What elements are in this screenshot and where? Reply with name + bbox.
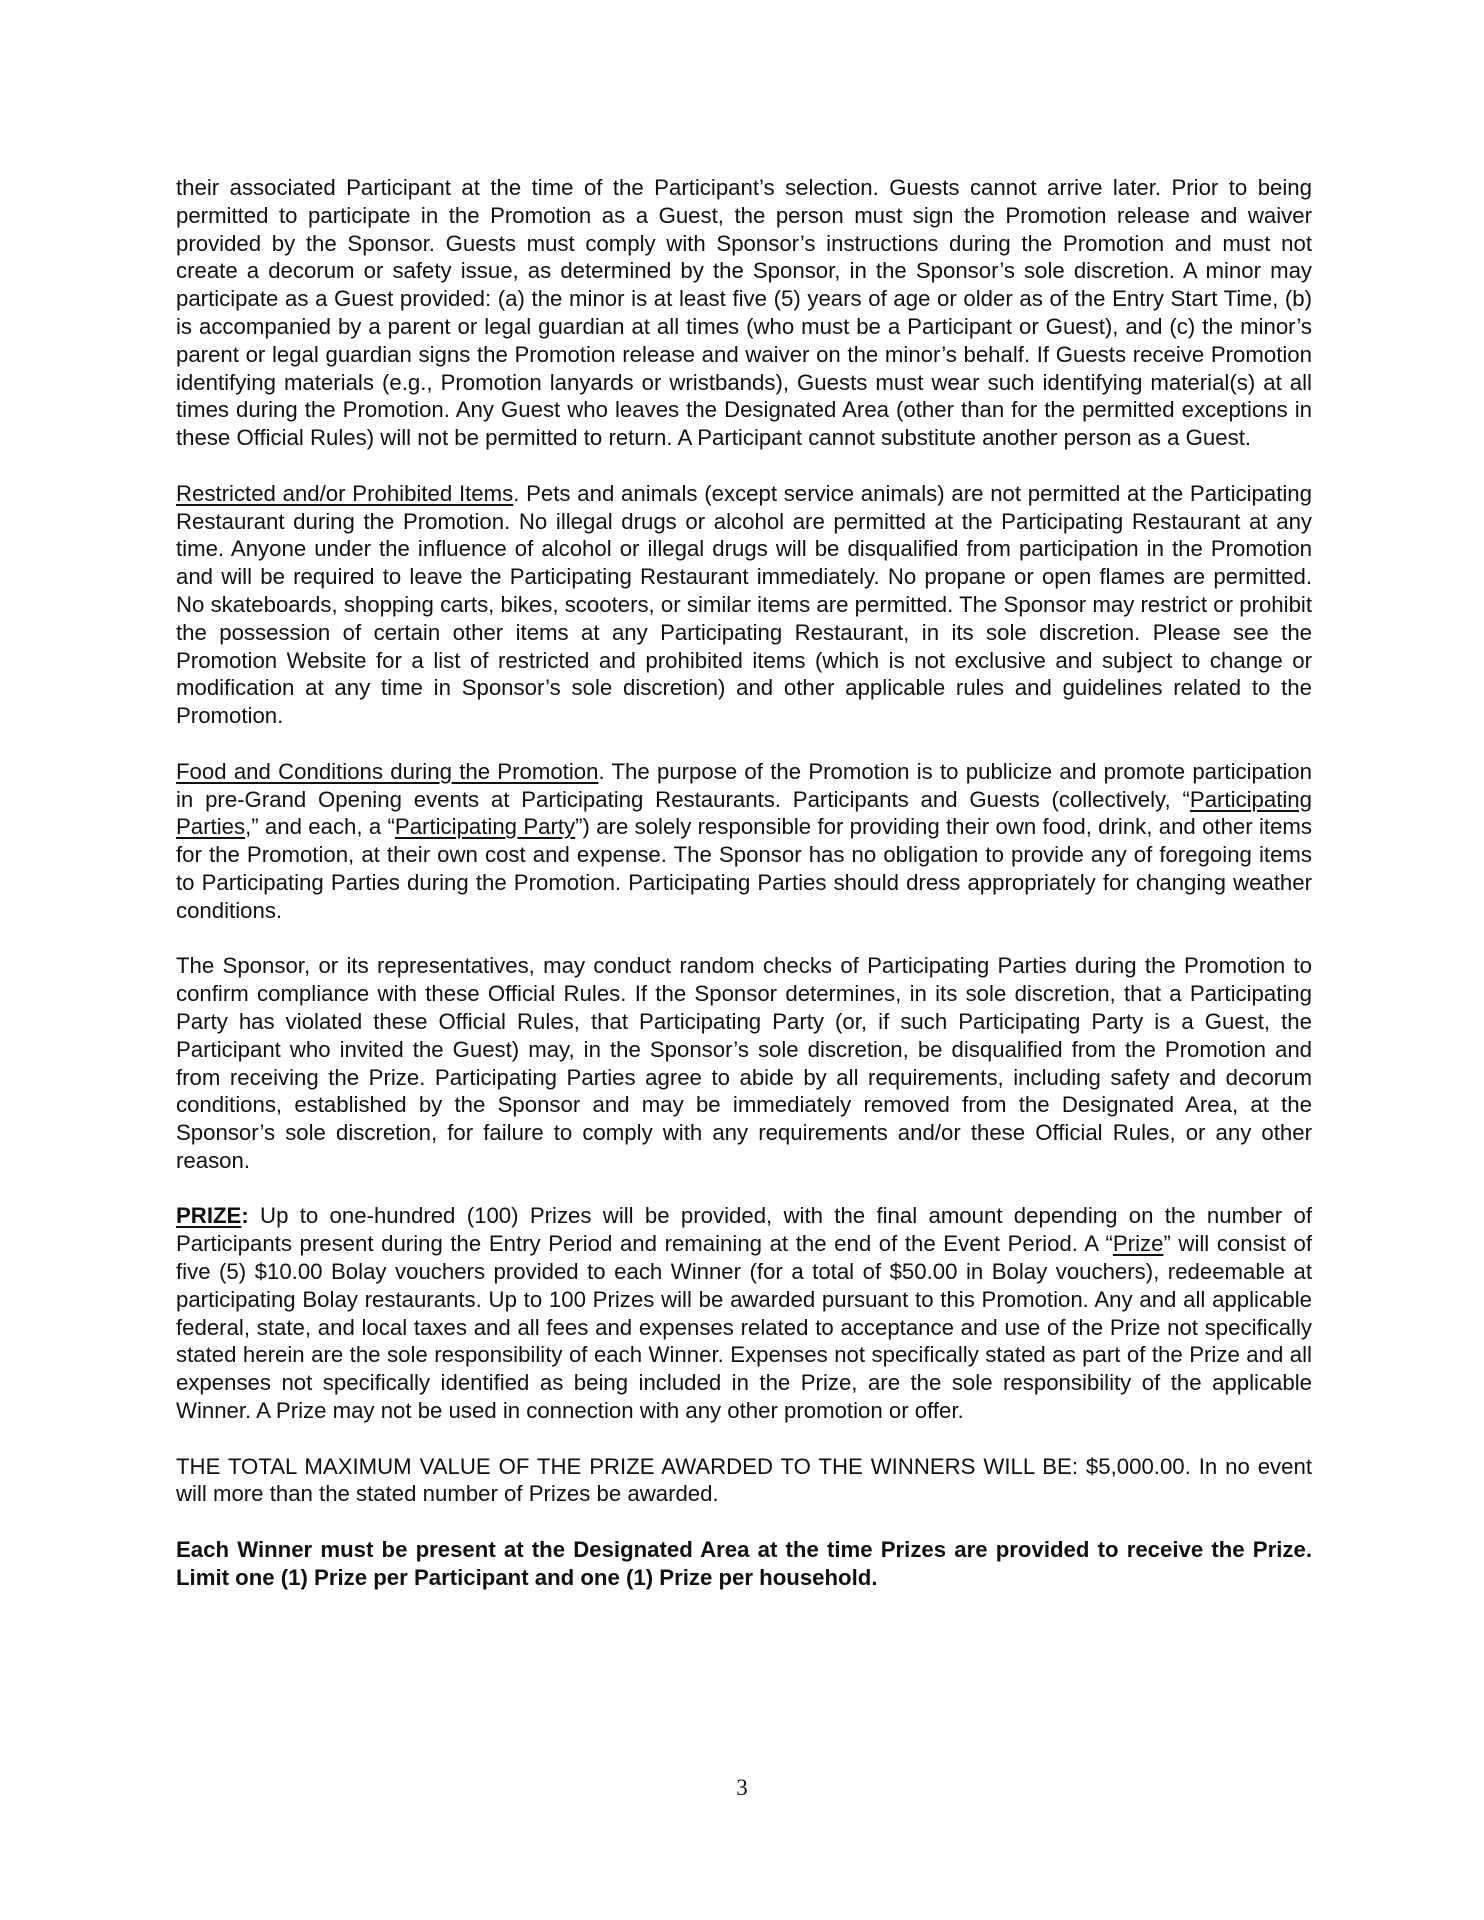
restricted-items-heading: Restricted and/or Prohibited Items <box>176 480 514 506</box>
defined-term-participating-parties: Participating Parties <box>176 786 1312 840</box>
food-conditions-text-3: ”) are solely responsible for providing their own food, drink, and other items for the Promotion, at their own cost and expense. The Sponsor has no obligation to provide any of foregoing items to Participating Parties during the Promotion. Participating Parties should dress appropriately for changing weather conditions. <box>176 814 1312 923</box>
paragraph-winner-present: Each Winner must be present at the Designated Area at the time Prizes are provided to receive the Prize. Limit one (1) Prize per Participant and one (1) Prize per household. <box>176 1537 1312 1590</box>
document-page <box>176 174 1312 1619</box>
paragraph-random-checks: The Sponsor, or its representatives, may conduct random checks of Participating Parties during the Promotion to confirm compliance with these Official Rules. If the Sponsor determines, in its sole discretion, that a Participating Party has violated these Official Rules, that Participating Party (or, if such Participating Party is a Guest, the Participant who invited the Guest) may, in the Sponsor’s sole discretion, be disqualified from the Promotion and from receiving the Prize. Participating Parties agree to abide by all requirements, including safety and decorum conditions, established by the Sponsor and may be immediately removed from the Designated Area, at the Sponsor’s sole discretion, for failure to comply with any requirements and/or these Official Rules, or any other reason. <box>176 953 1312 1173</box>
prize-heading: PRIZE <box>176 1203 242 1229</box>
paragraph-food-conditions <box>176 758 1312 925</box>
paragraph-restricted-items <box>176 480 1312 730</box>
food-conditions-heading: Food and Conditions during the Promotion <box>176 758 599 784</box>
prize-text-2: ” will consist of five (5) $10.00 Bolay vouchers provided to each Winner (for a total of $50.00 in Bolay vouchers), redeemable at participating Bolay restaurants. Up to 100 Prizes will be awarded pursuant to this Promotion. Any and all applicable federal, state, and local taxes and all fees and expenses related to acceptance and use of the Prize not specifically stated herein are the sole responsibility of each Winner. Expenses not specifically stated as part of the Prize and all expenses not specifically identified as being included in the Prize, are the sole responsibility of the applicable Winner. A Prize may not be used in connection with any other promotion or offer. <box>176 1231 1312 1424</box>
paragraph-maximum-value: THE TOTAL MAXIMUM VALUE OF THE PRIZE AWARDED TO THE WINNERS WILL BE: $5,000.00. In no event will more than the stated number of Prizes be awarded. <box>176 1453 1312 1507</box>
food-conditions-text-2: ,” and each, a “ <box>245 814 395 840</box>
restricted-items-heading-punct: . <box>513 480 520 506</box>
paragraph-prize <box>176 1202 1312 1424</box>
defined-term-prize: Prize <box>1112 1231 1164 1257</box>
restricted-items-body: Pets and animals (except service animals) are not permitted at the Participating Restaurant during the Promotion. No illegal drugs or alcohol are permitted at the Participating Restaurant at any time. Anyone under the influence of alcohol or illegal drugs will be disqualified from participation in the Promotion and will be required to leave the Participating Restaurant immediately. No propane or open flames are permitted. No skateboards, shopping carts, bikes, scooters, or similar items are permitted. The Sponsor may restrict or prohibit the possession of certain other items at any Participating Restaurant, in its sole discretion. Please see the Promotion Website for a list of restricted and prohibited items (which is not exclusive and subject to change or modification at any time in Sponsor’s sole discretion) and other applicable rules and guidelines related to the Promotion. <box>176 480 1312 729</box>
page-number: 3 <box>736 1775 748 1800</box>
defined-term-participating-party: Participating Party <box>394 814 576 840</box>
prize-heading-colon: : <box>241 1203 249 1229</box>
food-conditions-text-1: . The purpose of the Promotion is to publicize and promote participation in pre-Grand Opening events at Participating Restaurants. Participants and Guests (collectively, “ <box>176 758 1312 812</box>
prize-text-1: Up to one-hundred (100) Prizes will be provided, with the final amount depending on the number of Participants present during the Entry Period and remaining at the end of the Event Period. A “ <box>176 1203 1312 1257</box>
paragraph-guests-continued: their associated Participant at the time of the Participant’s selection. Guests cannot arrive later. Prior to being permitted to participate in the Promotion as a Guest, the person must sign the Promotion release and waiver provided by the Sponsor. Guests must comply with Sponsor’s instructions during the Promotion and must not create a decorum or safety issue, as determined by the Sponsor, in the Sponsor’s sole discretion. A minor may participate as a Guest provided: (a) the minor is at least five (5) years of age or older as of the Entry Start Time, (b) is accompanied by a parent or legal guardian at all times (who must be a Participant or Guest), and (c) the minor’s parent or legal guardian signs the Promotion release and waiver on the minor’s behalf. If Guests receive Promotion identifying materials (e.g., Promotion lanyards or wristbands), Guests must wear such identifying material(s) at all times during the Promotion. Any Guest who leaves the Designated Area (other than for the permitted exceptions in these Official Rules) will not be permitted to return. A Participant cannot substitute another person as a Guest. <box>176 175 1312 451</box>
